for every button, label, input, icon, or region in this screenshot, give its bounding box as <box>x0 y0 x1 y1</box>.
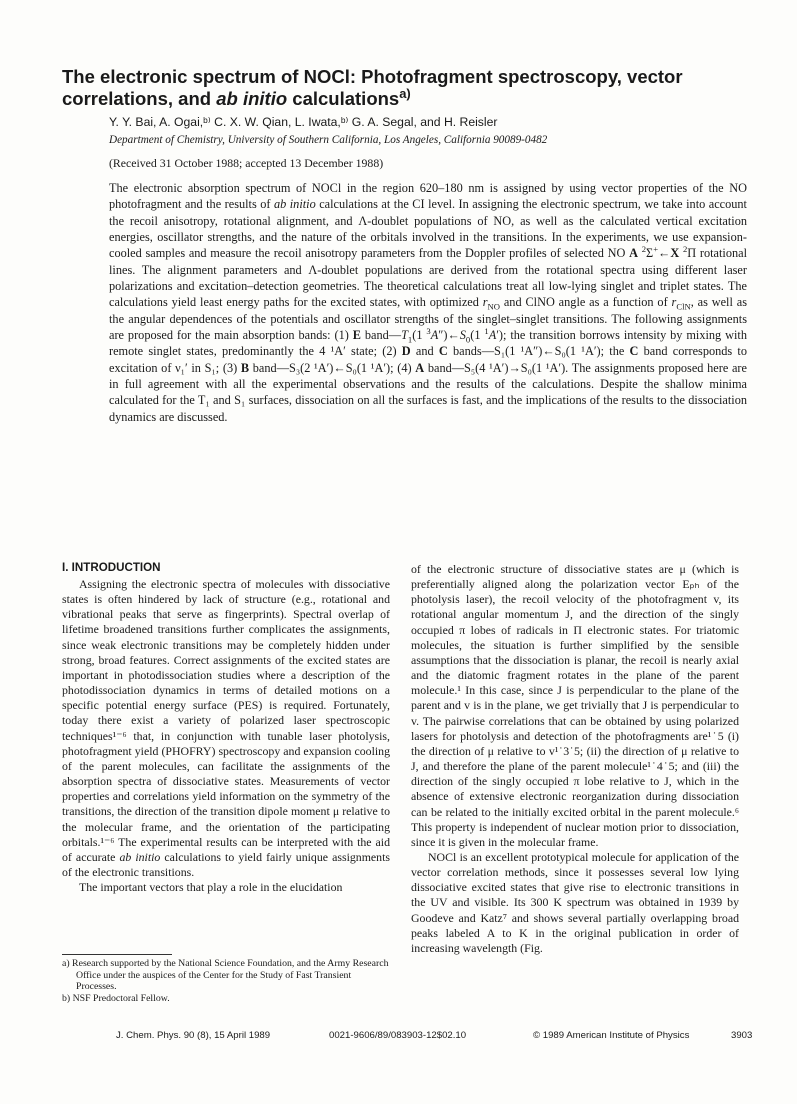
page-number: 3903 <box>731 1030 753 1041</box>
section-heading: I. INTRODUCTION <box>62 561 161 574</box>
abstract: The electronic absorption spectrum of NOCl in the region 620–180 nm is assigned by using vector properties of the NO photofragment and the results of ab initio calculations at the CI level. In assigning the electronic spectrum, we take into account the recoil anisotropy, rotational alignment, and Λ-doublet populations of NO, as well as the calculated vertical excitation energies, oscillator strengths, and the nature of the orbitals involved in the transitions. In the experiments, we use expansion-cooled samples and measure the recoil anisotropy parameters from the Doppler profiles of selected NO A $^2$Σ+←X $^2$Π rotational lines. The alignment parameters and Λ-doublet populations are derived from the rotational spectra using different laser polarizations and excitation–detection geometries. The theoretical calculations treat all low-lying singlet and triplet states. The calculations yield least energy paths for the excited states, with optimized $r_{NO}$ and ClNO angle as a function of $r_{ClN}$, as well as the angular dependences of the potentials and oscillator strengths of the singlet–singlet transitions. The following assignments are proposed for the main absorption bands: (1) E $band—T_1(1$ $^3A'')\leftarrow S_0(1$ $^1$A′); the transition borrows intensity by mixing with remote singlet states, predominantly the 4 ¹A′ state; (2) D and C bands—S₁(1 ¹A″)←S₀(1 ¹A′); the C band corresponds to excitation of ν₁′ in S₁; (3) B band—S₃(2 ¹A′)←S₀(1 ¹A′); (4) A band—S₅(4 ¹A′)→S₀(1 ¹A′). The assignments proposed here are in full agreement with all the experimental observations and the results of the calculations. Despite the shallow minima calculated for the T₁ and S₁ surfaces, dissociation on all the surfaces is fast, and the implications of the results to the dissociation dynamics are discussed. <box>109 181 747 424</box>
footnote-a: a) Research supported by the National Science Foundation, and the Army Research Office under the auspices of the Center for the Study of Fast Transient Processes. <box>62 958 389 993</box>
affiliation: Department of Chemistry, University of Southern California, Los Angeles, California 90089-0482 <box>109 134 548 146</box>
footnote-b: b) NSF Predoctoral Fellow. <box>62 992 170 1004</box>
footnote-rule <box>62 954 172 955</box>
received-date: (Received 31 October 1988; accepted 13 December 1988) <box>109 156 384 170</box>
intro-paragraph-1: Assigning the electronic spectra of molecules with dissociative states is often hindered by lack of structure (e.g., rotational and vibrational peaks that serve as fingerprints). Spectral overlap of lifetime broadened transitions further complicates the assignments, since weak electronic transitions may be completely hidden under strong, broad features. Correct assignments of the excited states are important in photodissociation studies where a description of the photodissociation dynamics in terms of detailed motions on a specific potential energy surface (PES) is required. Fortunately, today there exist a variety of polarized laser spectroscopic techniques¹⁻⁶ that, in conjunction with tunable laser photolysis, photofragment yield (PHOFRY) spectroscopy and expansion cooling of the parent molecules, can facilitate the assignments of the absorption spectra of dissociative states. Measurements of vector properties and correlations yield information on the symmetry of the transitions, the direction of the transition dipole moment μ relative to the molecular frame, and the orientation of the participating orbitals.¹⁻⁶ The experimental results can be interpreted with the aid of accurate ab initio calculations to yield fairly unique assignments of the electronic transitions. <box>62 577 390 879</box>
intro-paragraph-2: The important vectors that play a role in the elucidation <box>79 880 343 895</box>
page-footer <box>0 1030 797 1044</box>
footer-code: 0021-9606/89/083903-12$02.10 <box>329 1030 467 1041</box>
footer-copyright: © 1989 American Institute of Physics <box>533 1030 690 1041</box>
right-column <box>411 562 739 956</box>
intro-paragraph-4: NOCl is an excellent prototypical molecule for application of the vector correlation methods, since it possesses several low lying dissociative excited states that give rise to electronic transitions in the UV and visible. Its 300 K spectrum was obtained in 1939 by Goodeve and Katz⁷ and shows several partially overlapping broad peaks labeled A to K in the original publication in order of increasing wavelength (Fig. <box>411 849 739 955</box>
left-column <box>62 577 390 895</box>
author-list: Y. Y. Bai, A. Ogai,ᵇ⁾ C. X. W. Qian, L. Iwata,ᵇ⁾ G. A. Segal, and H. Reisler <box>109 115 498 129</box>
intro-paragraph-3: of the electronic structure of dissociative states are μ (which is preferentially aligned along the polarization vector Eₚₕ of the photolysis laser), the recoil velocity of the photofragment v, its rotational angular momentum J, and the direction of the singly occupied π lobes of radicals in Π electronic states. For triatomic molecules, the situation is further simplified by the sensible assumptions that the dissociation is planar, the recoil is nearly axial and the diatomic fragment rotates in the plane of the parent molecule.¹ In this case, since J is perpendicular to the plane of the parent and v is in the plane, we get trivially that J is perpendicular to v. The pairwise correlations that can be obtained by using polarized lasers for photolysis and detection of the photofragments are¹˙5 (i) the direction of μ relative to v¹˙3˙5; (ii) the direction of μ relative to J, and therefore the plane of the parent molecule¹˙4˙5; and (iii) the direction of the singly occupied π lobe relative to J, which in the absence of extensive electronic reorganization during dissociation can be related to the initially excited orbital in the parent molecule.⁶ This property is independent of nuclear motion prior to dissociation, since it is given in the molecular frame. <box>411 562 739 849</box>
footer-journal: J. Chem. Phys. 90 (8), 15 April 1989 <box>116 1030 271 1041</box>
article-title: The electronic spectrum of NOCl: Photofragment spectroscopy, vector correlations, and ab initio calculations$^{a)}$ <box>62 66 683 109</box>
footnotes <box>62 958 390 1004</box>
